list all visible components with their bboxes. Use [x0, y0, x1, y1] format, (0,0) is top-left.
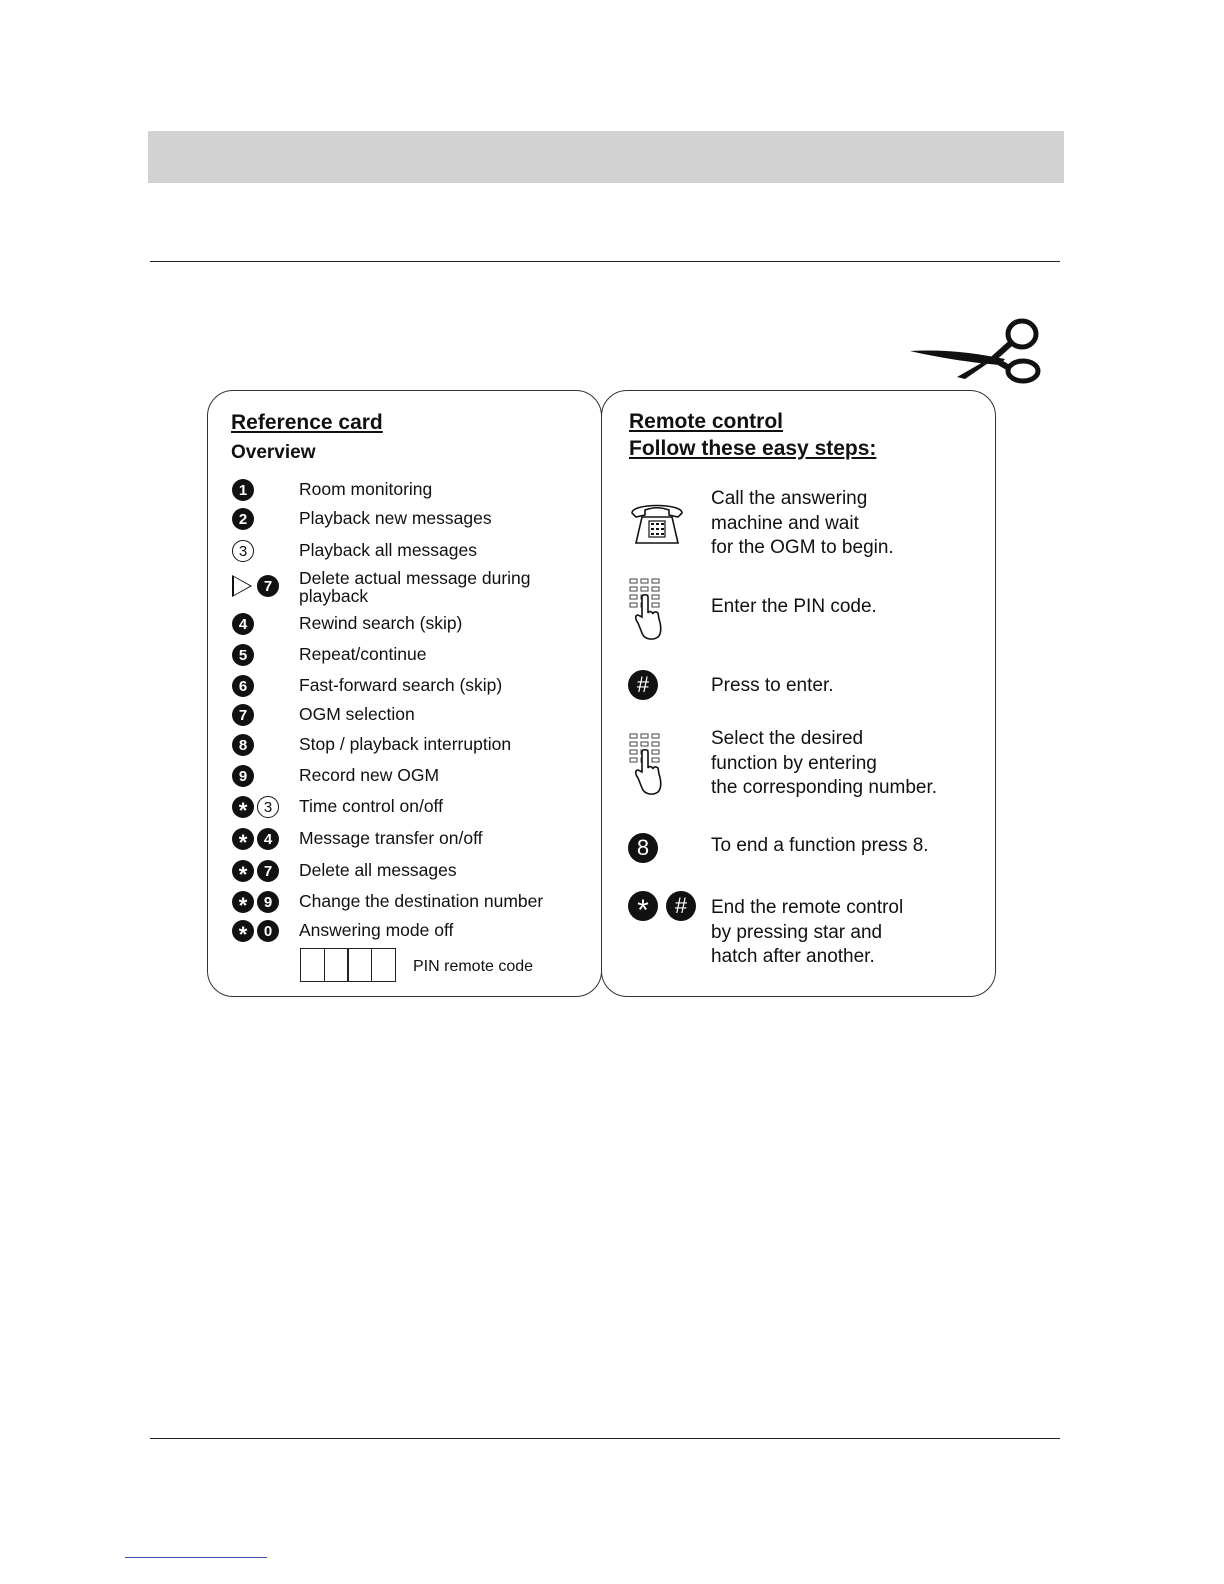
- step-select-text: [711, 727, 937, 801]
- step-line: hatch after another.: [711, 946, 875, 967]
- pin-digit-box: [324, 948, 349, 982]
- keypad-finger-icon: [628, 577, 668, 645]
- item-label: Change the destination number: [299, 891, 544, 911]
- item-label: OGM selection: [299, 704, 415, 724]
- key-5-icon: 5: [232, 644, 254, 666]
- key-7-icon: 7: [257, 860, 279, 882]
- list-item: [208, 762, 601, 790]
- hash-key-icon: #: [628, 670, 658, 700]
- pin-digit-box: [300, 948, 325, 982]
- key-0-icon: 0: [257, 920, 279, 942]
- step-line: machine and wait: [711, 512, 859, 534]
- step-line: To end a function press 8.: [711, 835, 929, 856]
- remote-control-card: [601, 390, 996, 997]
- scissors-icon: [905, 313, 1045, 388]
- header-band: [148, 131, 1064, 183]
- step-line: Press to enter.: [711, 675, 834, 696]
- item-label: Delete all messages: [299, 860, 457, 880]
- list-item: [208, 476, 601, 504]
- footer-link-underline: [125, 1557, 267, 1558]
- remote-card-title: Remote control: [629, 410, 784, 433]
- list-item: [208, 857, 601, 885]
- list-item: [208, 917, 601, 945]
- list-item: [208, 701, 601, 729]
- list-item: [208, 888, 601, 916]
- pin-digit-box: [347, 948, 372, 982]
- step-end-function-text: [711, 834, 929, 859]
- step-line: by pressing star and: [711, 921, 883, 943]
- item-label: Answering mode off: [299, 920, 454, 940]
- step-line: for the OGM to begin.: [711, 537, 894, 558]
- reference-card-title: Reference card: [231, 411, 383, 434]
- key-1-icon: 1: [232, 479, 254, 501]
- step-line: Enter the PIN code.: [711, 596, 877, 617]
- item-label: Repeat/continue: [299, 644, 427, 664]
- key-8-icon: 8: [232, 734, 254, 756]
- hash-key-icon: #: [666, 891, 696, 921]
- item-label: Playback all messages: [299, 540, 477, 560]
- star-key-icon: *: [232, 891, 254, 913]
- star-key-icon: *: [232, 920, 254, 942]
- list-item: [208, 731, 601, 759]
- reference-card-subtitle: Overview: [231, 442, 316, 463]
- star-hash-key-group: [628, 891, 696, 927]
- step-hash-text: [711, 674, 834, 699]
- item-label: Rewind search (skip): [299, 613, 463, 633]
- list-item: [208, 793, 601, 821]
- pin-code-boxes: [300, 948, 395, 982]
- star-key-icon: *: [232, 828, 254, 850]
- pin-remote-code-label: PIN remote code: [413, 958, 534, 975]
- key-8-icon: 8: [628, 833, 658, 863]
- item-label-line2: playback: [299, 586, 369, 606]
- key-3-icon: 3: [232, 540, 254, 562]
- key-2-icon: 2: [232, 508, 254, 530]
- list-item: [208, 672, 601, 700]
- star-key-icon: *: [232, 860, 254, 882]
- list-item: [208, 610, 601, 638]
- step-line: function by entering: [711, 752, 877, 774]
- list-item: [208, 568, 601, 606]
- reference-card: [207, 390, 602, 997]
- key-6-icon: 6: [232, 675, 254, 697]
- step-line: Call the answering: [711, 488, 868, 509]
- hash-key-group: [628, 670, 658, 700]
- item-label: Time control on/off: [299, 796, 443, 816]
- list-item: [208, 641, 601, 669]
- star-key-icon: *: [232, 796, 254, 818]
- key-3-icon: 3: [257, 796, 279, 818]
- list-item: [208, 825, 601, 853]
- step-line: Select the desired: [711, 728, 864, 749]
- item-label-line1: Delete actual message during: [299, 568, 531, 588]
- item-label: Fast-forward search (skip): [299, 675, 503, 695]
- telephone-icon: [628, 499, 686, 547]
- item-label: Playback new messages: [299, 508, 492, 528]
- item-label: Record new OGM: [299, 765, 440, 785]
- remote-card-subtitle: Follow these easy steps:: [629, 437, 877, 460]
- key-4-icon: 4: [257, 828, 279, 850]
- key-9-icon: 9: [257, 891, 279, 913]
- key-4-icon: 4: [232, 613, 254, 635]
- item-label: Stop / playback interruption: [299, 734, 512, 754]
- step-line: End the remote control: [711, 897, 904, 918]
- step-end-remote-text: [711, 896, 903, 970]
- pin-digit-box: [371, 948, 396, 982]
- keypad-finger-icon: [628, 732, 668, 800]
- item-label: Message transfer on/off: [299, 828, 483, 848]
- list-item: [208, 505, 601, 533]
- top-rule: [150, 261, 1060, 262]
- play-triangle-icon: [232, 575, 252, 597]
- step-call-text: [711, 487, 894, 561]
- step-line: the corresponding number.: [711, 777, 938, 798]
- item-label: Room monitoring: [299, 479, 433, 499]
- bottom-rule: [150, 1438, 1060, 1439]
- step-pin-text: [711, 595, 877, 620]
- star-key-icon: *: [628, 891, 658, 921]
- key-8-group: [628, 833, 658, 863]
- list-item: [208, 537, 601, 565]
- key-7-icon: 7: [232, 704, 254, 726]
- key-7-icon: 7: [257, 575, 279, 597]
- item-label: [299, 569, 531, 605]
- key-9-icon: 9: [232, 765, 254, 787]
